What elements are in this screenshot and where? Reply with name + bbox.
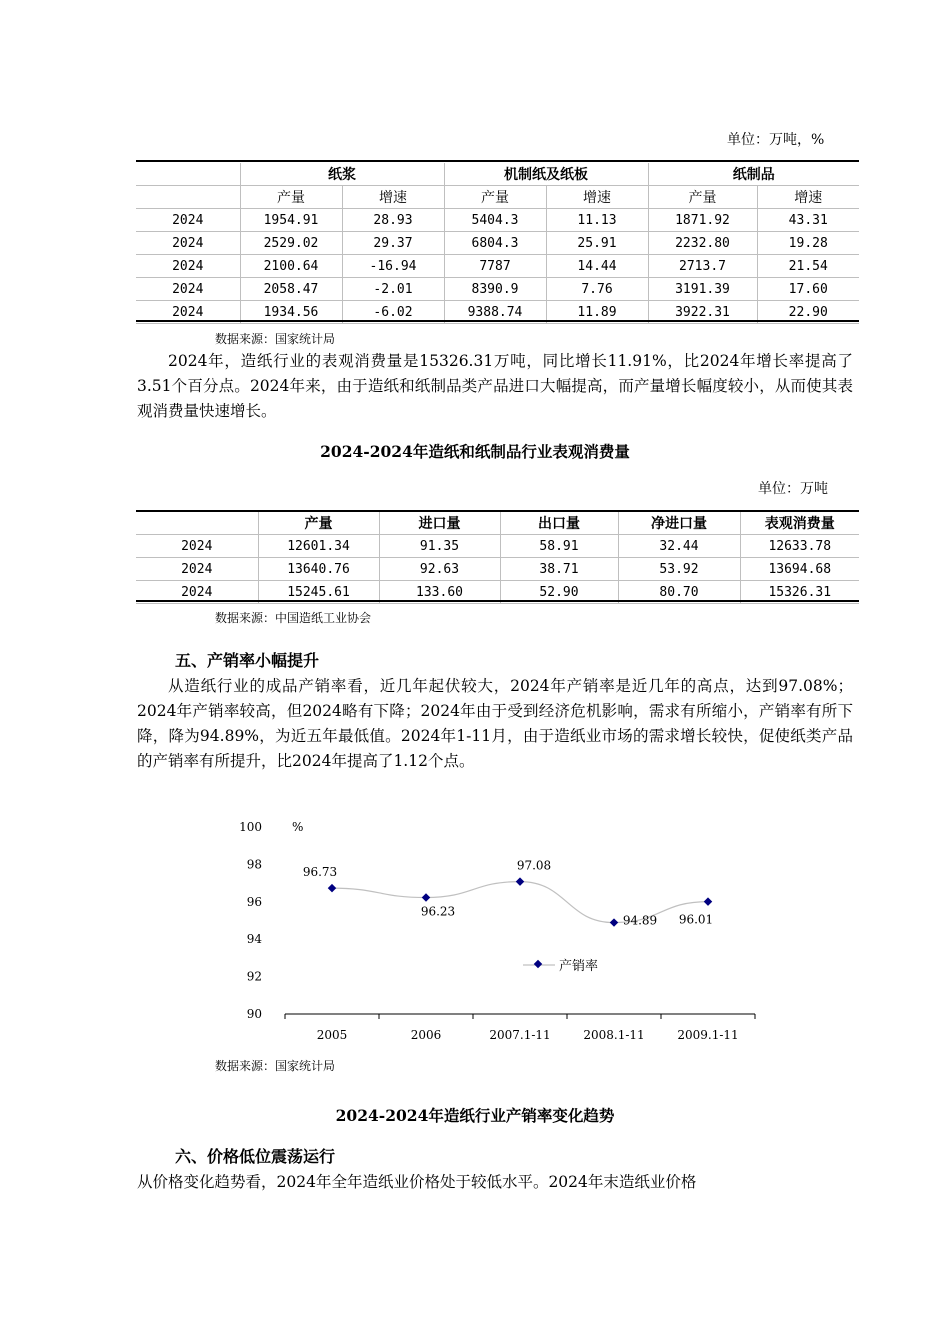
- data-label: 94.89: [622, 913, 658, 928]
- table-cell: 3922.31: [648, 301, 757, 324]
- table-row: [136, 278, 859, 301]
- data-point: [516, 877, 524, 885]
- year-cell: 2024: [136, 558, 258, 581]
- table-cell: 32.44: [618, 535, 740, 558]
- table-cell: -6.02: [342, 301, 444, 324]
- data-label: 97.08: [516, 858, 552, 873]
- table-cell: 6804.3: [444, 232, 546, 255]
- year-cell: 2024: [136, 232, 240, 255]
- table2-header: 进口量: [379, 512, 500, 535]
- table-cell: 12601.34: [258, 535, 379, 558]
- chart-source: 数据来源：国家统计局: [215, 1059, 336, 1073]
- table-cell: 7.76: [546, 278, 648, 301]
- table1-body: [136, 209, 859, 324]
- y-tick-label: 96: [246, 894, 262, 909]
- year-cell: 2024: [136, 301, 240, 324]
- table1-group-pulp: 纸浆: [240, 163, 444, 186]
- table-cell: 91.35: [379, 535, 500, 558]
- table-cell: 13694.68: [740, 558, 859, 581]
- table-row: [136, 209, 859, 232]
- table2-header: 净进口量: [618, 512, 740, 535]
- y-tick-label: 94: [246, 932, 262, 947]
- table-row: [136, 255, 859, 278]
- table2-bottom-rule: [136, 600, 859, 602]
- table-cell: 25.91: [546, 232, 648, 255]
- table-cell: 2100.64: [240, 255, 342, 278]
- x-tick-label: 2008.1-11: [583, 1028, 645, 1042]
- y-tick-label: 92: [246, 969, 262, 984]
- table1-source: 数据来源：国家统计局: [215, 332, 336, 346]
- section6-heading: 六、价格低位震荡运行: [175, 1147, 336, 1166]
- table-cell: 21.54: [757, 255, 859, 278]
- table1-group-paper: 机制纸及纸板: [444, 163, 648, 186]
- table-cell: 5404.3: [444, 209, 546, 232]
- legend-marker: [534, 960, 542, 968]
- table1-bottom-rule: [136, 320, 859, 322]
- year-cell: 2024: [136, 581, 258, 604]
- table2-title: 2024-2024年造纸和纸制品行业表观消费量: [320, 442, 630, 461]
- data-label: 96.23: [420, 904, 456, 919]
- table-cell: 1954.91: [240, 209, 342, 232]
- year-cell: 2024: [136, 255, 240, 278]
- table1-corner: [136, 163, 240, 186]
- y-axis-ticks: [239, 820, 262, 1021]
- year-cell: 2024: [136, 535, 258, 558]
- table-cell: 80.70: [618, 581, 740, 604]
- table-cell: 38.71: [500, 558, 618, 581]
- data-labels: [303, 859, 713, 928]
- table-cell: 17.60: [757, 278, 859, 301]
- table-cell: 92.63: [379, 558, 500, 581]
- chart-legend: [523, 958, 598, 974]
- table-cell: 2713.7: [648, 255, 757, 278]
- table1-subheader: 产量: [444, 186, 546, 209]
- table1-subheader: 产量: [648, 186, 757, 209]
- table-cell: 11.89: [546, 301, 648, 324]
- table2-header: 表观消费量: [740, 512, 859, 535]
- table-row: [136, 558, 859, 581]
- data-label: 96.01: [678, 912, 714, 927]
- table-cell: 9388.74: [444, 301, 546, 324]
- legend-label: 产销率: [559, 959, 599, 974]
- y-tick-label: 98: [246, 857, 262, 872]
- table1: [136, 163, 859, 324]
- table1-subheader: 增速: [757, 186, 859, 209]
- chart-title: 2024-2024年造纸行业产销率变化趋势: [335, 1106, 615, 1125]
- table-cell: 1934.56: [240, 301, 342, 324]
- x-tick-label: 2005: [316, 1028, 348, 1042]
- table-cell: 22.90: [757, 301, 859, 324]
- x-tick-label: 2009.1-11: [677, 1028, 739, 1042]
- table-cell: 12633.78: [740, 535, 859, 558]
- table-cell: 58.91: [500, 535, 618, 558]
- table-cell: -2.01: [342, 278, 444, 301]
- section5-heading: 五、产销率小幅提升: [175, 651, 320, 670]
- data-point: [704, 897, 712, 905]
- table-cell: 8390.9: [444, 278, 546, 301]
- table-cell: 15245.61: [258, 581, 379, 604]
- table2-header: 出口量: [500, 512, 618, 535]
- table-row: [136, 535, 859, 558]
- x-tick-label: 2007.1-11: [489, 1028, 551, 1042]
- data-point: [422, 893, 430, 901]
- table2-source: 数据来源：中国造纸工业协会: [215, 611, 372, 625]
- y-tick-label: 90: [246, 1007, 262, 1021]
- table-cell: 13640.76: [258, 558, 379, 581]
- paragraph-consumption: 2024年，造纸行业的表观消费量是15326.31万吨，同比增长11.91%，比2024年增长率提高了3.51个百分点。2024年来，由于造纸和纸制品类产品进口大幅提高，而产量增长幅度较小，从而使其表观消费量快速增长。: [137, 352, 853, 420]
- table-cell: 133.60: [379, 581, 500, 604]
- table-cell: 43.31: [757, 209, 859, 232]
- table-cell: 1871.92: [648, 209, 757, 232]
- table-row: [136, 232, 859, 255]
- sales-rate-chart: [230, 812, 775, 1052]
- table-cell: 53.92: [618, 558, 740, 581]
- x-tick-label: 2006: [410, 1028, 442, 1042]
- table1-unit: 单位：万吨，%: [727, 132, 825, 148]
- year-cell: 2024: [136, 278, 240, 301]
- table1-corner-2: [136, 186, 240, 209]
- table-cell: 19.28: [757, 232, 859, 255]
- table-cell: 14.44: [546, 255, 648, 278]
- table-cell: 3191.39: [648, 278, 757, 301]
- table1-subheader: 产量: [240, 186, 342, 209]
- table1-subheader: 增速: [546, 186, 648, 209]
- table-cell: 15326.31: [740, 581, 859, 604]
- data-label: 96.73: [302, 865, 338, 880]
- table2-body: [136, 535, 859, 604]
- section5-paragraph: 从造纸行业的成品产销率看，近几年起伏较大，2024年产销率是近几年的高点，达到97.08%；2024年产销率较高，但2024略有下降；2024年由于受到经济危机影响，需求有所缩小，产销率有所下降，降为94.89%，为近五年最低值。2024年1-11月，由于造纸业市场的需求增长较快，促使纸类产品的产销率有所提升，比2024年提高了1.12个点。: [137, 677, 853, 770]
- y-tick-label: 100: [239, 820, 262, 834]
- table2-unit: 单位：万吨: [758, 481, 828, 497]
- data-point: [328, 884, 336, 892]
- data-point: [610, 918, 618, 926]
- section6-paragraph: 从价格变化趋势看，2024年全年造纸业价格处于较低水平。2024年末造纸业价格: [137, 1173, 697, 1191]
- table1-group-products: 纸制品: [648, 163, 859, 186]
- table-cell: 2232.80: [648, 232, 757, 255]
- table1-subheader: 增速: [342, 186, 444, 209]
- table-cell: -16.94: [342, 255, 444, 278]
- table-cell: 2058.47: [240, 278, 342, 301]
- table-cell: 7787: [444, 255, 546, 278]
- table2: [136, 512, 859, 604]
- table-cell: 52.90: [500, 581, 618, 604]
- x-axis-ticks: [317, 1028, 739, 1042]
- y-axis-unit: %: [292, 820, 304, 834]
- table-cell: 29.37: [342, 232, 444, 255]
- year-cell: 2024: [136, 209, 240, 232]
- table2-header: 产量: [258, 512, 379, 535]
- chart-axes: [285, 1014, 755, 1019]
- table2-corner: [136, 512, 258, 535]
- table-cell: 11.13: [546, 209, 648, 232]
- table1-top-rule: [136, 160, 859, 162]
- table-cell: 2529.02: [240, 232, 342, 255]
- table-cell: 28.93: [342, 209, 444, 232]
